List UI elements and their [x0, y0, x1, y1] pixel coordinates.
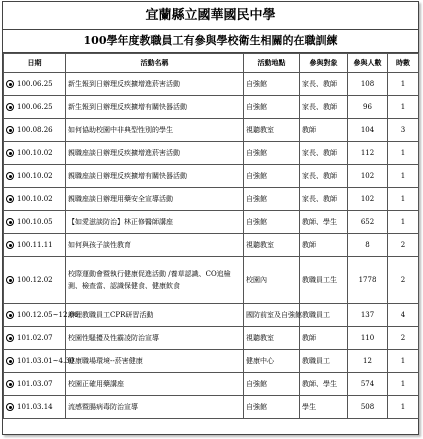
cell-event: 校園正確用藥講座: [66, 373, 244, 396]
cell-event: 如何協助校園中非典型性別的學生: [66, 119, 244, 142]
cell-count: 508: [348, 396, 388, 419]
bullet-icon: [6, 149, 14, 157]
bullet-icon: [6, 218, 14, 226]
table-row: [4, 304, 419, 327]
cell-date: [4, 165, 66, 188]
cell-hours: 2: [388, 257, 419, 304]
cell-hours: 1: [388, 211, 419, 234]
cell-target: 教師、學生: [300, 373, 348, 396]
cell-date: [4, 188, 66, 211]
cell-count: 104: [348, 119, 388, 142]
cell-date: [4, 73, 66, 96]
table-row: [4, 96, 419, 119]
cell-count: 112: [348, 142, 388, 165]
bullet-icon: [6, 172, 14, 180]
cell-location: 自強館: [244, 73, 300, 96]
cell-date: [4, 234, 66, 257]
cell-hours: 1: [388, 373, 419, 396]
bullet-icon: [6, 241, 14, 249]
cell-target: 家長、教師: [300, 188, 348, 211]
cell-event: 新生報到日辦理反疾擴增進菸害活動: [66, 73, 244, 96]
cell-event: 流感暨腸病毒防治宣導: [66, 396, 244, 419]
cell-target: 教師: [300, 119, 348, 142]
date-text: 100.10.02: [17, 195, 53, 203]
bullet-icon: [6, 357, 14, 365]
cell-event: 辦理教職員工CPR研習活動: [66, 304, 244, 327]
column-header-date: 日期: [4, 54, 66, 73]
column-header-location: 活動地點: [244, 54, 300, 73]
cell-location: 校園內: [244, 257, 300, 304]
cell-target: 家長、教師: [300, 142, 348, 165]
table-row: [4, 396, 419, 419]
date-text: 100.11.11: [17, 241, 53, 249]
date-text: 100.12.05~12.06: [17, 311, 79, 319]
table-body: [4, 73, 419, 419]
table-row: [4, 373, 419, 396]
column-header-event: 活動名稱: [66, 54, 244, 73]
cell-hours: 1: [388, 350, 419, 373]
cell-count: 110: [348, 327, 388, 350]
cell-hours: 2: [388, 234, 419, 257]
document-frame: [2, 1, 419, 435]
table-row: [4, 234, 419, 257]
cell-date: [4, 327, 66, 350]
cell-count: 652: [348, 211, 388, 234]
cell-event: 親職座談日辦理反疾擴增進菸害活動: [66, 142, 244, 165]
cell-count: 96: [348, 96, 388, 119]
cell-location: 自強館: [244, 188, 300, 211]
date-text: 101.03.14: [17, 403, 53, 411]
cell-date: [4, 96, 66, 119]
cell-count: 8: [348, 234, 388, 257]
cell-event: 【如愛滋談防治】林正修醫師講座: [66, 211, 244, 234]
cell-hours: 1: [388, 142, 419, 165]
cell-target: 教師: [300, 234, 348, 257]
cell-count: 108: [348, 73, 388, 96]
date-text: 100.10.02: [17, 172, 53, 180]
cell-hours: 2: [388, 327, 419, 350]
date-text: 100.10.02: [17, 149, 53, 157]
cell-location: 自強館: [244, 373, 300, 396]
cell-target: 家長、教師: [300, 96, 348, 119]
cell-target: 家長、教師: [300, 165, 348, 188]
cell-target: 教職員工: [300, 304, 348, 327]
bullet-icon: [6, 334, 14, 342]
bullet-icon: [6, 403, 14, 411]
date-text: 101.03.07: [17, 380, 53, 388]
cell-location: 自強館: [244, 211, 300, 234]
cell-count: 574: [348, 373, 388, 396]
bullet-icon: [6, 380, 14, 388]
cell-target: 教職員工: [300, 350, 348, 373]
date-text: 100.10.05: [17, 218, 53, 226]
cell-location: 視聽教室: [244, 119, 300, 142]
bullet-icon: [6, 276, 14, 284]
cell-hours: 1: [388, 396, 419, 419]
cell-hours: 1: [388, 73, 419, 96]
bullet-icon: [6, 195, 14, 203]
cell-count: 102: [348, 165, 388, 188]
cell-target: 家長、教師: [300, 73, 348, 96]
table-row: [4, 327, 419, 350]
bullet-icon: [6, 103, 14, 111]
cell-event: 健康職場環境--菸害健康: [66, 350, 244, 373]
cell-date: [4, 211, 66, 234]
column-header-target: 參與對象: [300, 54, 348, 73]
table-row: [4, 257, 419, 304]
cell-count: 12: [348, 350, 388, 373]
bullet-icon: [6, 311, 14, 319]
table-row: [4, 188, 419, 211]
cell-hours: 1: [388, 188, 419, 211]
date-text: 100.12.02: [17, 276, 53, 284]
cell-hours: 4: [388, 304, 419, 327]
cell-location: 視聽教室: [244, 234, 300, 257]
cell-hours: 3: [388, 119, 419, 142]
cell-date: [4, 350, 75, 373]
table-row: [4, 211, 419, 234]
cell-target: 教職員工生: [300, 257, 348, 304]
school-name: 宜蘭縣立國華國民中學: [3, 2, 418, 30]
cell-event: 校園性騷擾及性霸凌防治宣導: [66, 327, 244, 350]
cell-target: 學生: [300, 396, 348, 419]
training-table: [3, 53, 419, 419]
date-text: 100.08.26: [17, 126, 53, 134]
cell-location: 視聽教室: [244, 327, 300, 350]
cell-hours: 1: [388, 96, 419, 119]
date-text: 100.06.25: [17, 80, 53, 88]
table-row: [4, 119, 419, 142]
table-title: 100學年度教職員工有參與學校衛生相關的在職訓練: [3, 30, 418, 53]
table-row: [4, 73, 419, 96]
bullet-icon: [6, 80, 14, 88]
column-header-count: 參與人數: [348, 54, 388, 73]
cell-date: [4, 304, 79, 327]
date-text: 101.03.01~4.30: [17, 357, 75, 365]
header-row: [4, 54, 419, 73]
table-row: [4, 142, 419, 165]
cell-count: 137: [348, 304, 388, 327]
cell-date: [4, 396, 66, 419]
cell-target: 教師: [300, 327, 348, 350]
cell-location: 自強館: [244, 165, 300, 188]
cell-date: [4, 142, 66, 165]
cell-location: 健康中心: [244, 350, 300, 373]
cell-event: 親職座談日辦理用藥安全宣導活動: [66, 188, 244, 211]
cell-count: 1778: [348, 257, 388, 304]
cell-date: [4, 257, 66, 304]
date-text: 100.06.25: [17, 103, 53, 111]
cell-count: 102: [348, 188, 388, 211]
cell-location: 自強館: [244, 396, 300, 419]
cell-target: 教師、學生: [300, 211, 348, 234]
cell-date: [4, 373, 66, 396]
date-text: 101.02.07: [17, 334, 53, 342]
cell-location: 自強館: [244, 142, 300, 165]
table-row: [4, 350, 419, 373]
column-header-hours: 時數: [388, 54, 419, 73]
cell-event: 如何與孩子談性教育: [66, 234, 244, 257]
cell-hours: 1: [388, 165, 419, 188]
cell-event: 校際運動會暨執行健康促進活動 /養草認識、CO追檢測、檢查當、認識保健食、健康飲食: [66, 257, 244, 304]
cell-date: [4, 119, 66, 142]
table-row: [4, 165, 419, 188]
cell-location: 國防前室及自強館: [244, 304, 300, 327]
cell-location: 自強館: [244, 96, 300, 119]
bullet-icon: [6, 126, 14, 134]
cell-event: 新生報到日辦理反疾擴增有關快器活動: [66, 96, 244, 119]
cell-event: 親職座談日辦理反疾擴增有關快器活動: [66, 165, 244, 188]
